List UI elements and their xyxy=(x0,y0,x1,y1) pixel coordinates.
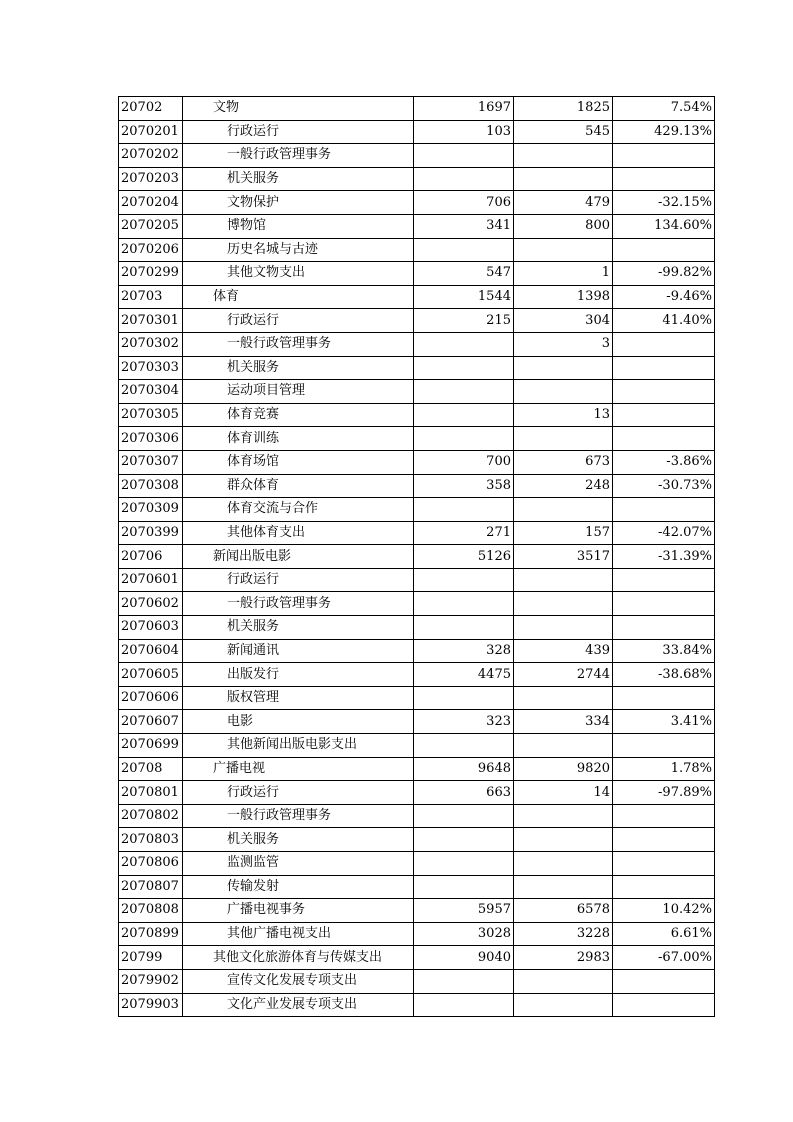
change-percent-cell xyxy=(613,427,715,451)
name-cell: 一般行政管理事务 xyxy=(183,592,414,616)
name-cell: 传输发射 xyxy=(183,875,414,899)
value-cell-current xyxy=(514,686,613,710)
change-percent-cell: -97.89% xyxy=(613,781,715,805)
table-row xyxy=(119,403,715,427)
change-percent-cell: -9.46% xyxy=(613,285,715,309)
table-row xyxy=(119,309,715,333)
value-cell-current xyxy=(514,993,613,1017)
table-row xyxy=(119,757,715,781)
code-cell: 2079903 xyxy=(119,993,183,1017)
code-cell: 2070299 xyxy=(119,262,183,286)
name-cell: 新闻通讯 xyxy=(183,639,414,663)
code-cell: 2070607 xyxy=(119,710,183,734)
code-cell: 2070202 xyxy=(119,144,183,168)
value-cell-previous xyxy=(414,332,514,356)
code-cell: 2079902 xyxy=(119,969,183,993)
table-row xyxy=(119,922,715,946)
value-cell-current xyxy=(514,238,613,262)
code-cell: 2070899 xyxy=(119,922,183,946)
value-cell-current xyxy=(514,568,613,592)
change-percent-cell xyxy=(613,356,715,380)
name-cell: 体育竞赛 xyxy=(183,403,414,427)
table-row xyxy=(119,167,715,191)
change-percent-cell: 41.40% xyxy=(613,309,715,333)
code-cell: 2070802 xyxy=(119,804,183,828)
value-cell-current: 2744 xyxy=(514,663,613,687)
code-cell: 2070203 xyxy=(119,167,183,191)
value-cell-previous xyxy=(414,875,514,899)
change-percent-cell xyxy=(613,828,715,852)
table-row xyxy=(119,686,715,710)
value-cell-current: 3228 xyxy=(514,922,613,946)
table-row xyxy=(119,144,715,168)
value-cell-previous: 1544 xyxy=(414,285,514,309)
change-percent-cell: 429.13% xyxy=(613,120,715,144)
value-cell-previous xyxy=(414,144,514,168)
value-cell-previous xyxy=(414,592,514,616)
code-cell: 2070602 xyxy=(119,592,183,616)
code-cell: 2070603 xyxy=(119,616,183,640)
value-cell-current: 3517 xyxy=(514,545,613,569)
value-cell-current xyxy=(514,356,613,380)
change-percent-cell: 7.54% xyxy=(613,97,715,121)
value-cell-previous: 9040 xyxy=(414,946,514,970)
change-percent-cell: -42.07% xyxy=(613,521,715,545)
value-cell-previous xyxy=(414,616,514,640)
code-cell: 2070807 xyxy=(119,875,183,899)
name-cell: 文物 xyxy=(183,97,414,121)
name-cell: 行政运行 xyxy=(183,309,414,333)
value-cell-previous xyxy=(414,167,514,191)
table-row xyxy=(119,191,715,215)
value-cell-current: 3 xyxy=(514,332,613,356)
change-percent-cell xyxy=(613,380,715,404)
code-cell: 2070308 xyxy=(119,474,183,498)
code-cell: 2070305 xyxy=(119,403,183,427)
value-cell-current: 334 xyxy=(514,710,613,734)
value-cell-previous: 215 xyxy=(414,309,514,333)
code-cell: 20799 xyxy=(119,946,183,970)
value-cell-previous xyxy=(414,852,514,876)
code-cell: 20702 xyxy=(119,97,183,121)
change-percent-cell xyxy=(613,144,715,168)
table-row xyxy=(119,663,715,687)
change-percent-cell: 3.41% xyxy=(613,710,715,734)
code-cell: 2070206 xyxy=(119,238,183,262)
table-row xyxy=(119,899,715,923)
table-body xyxy=(119,97,715,1017)
value-cell-previous xyxy=(414,427,514,451)
value-cell-previous: 358 xyxy=(414,474,514,498)
value-cell-current: 439 xyxy=(514,639,613,663)
code-cell: 20703 xyxy=(119,285,183,309)
value-cell-current: 13 xyxy=(514,403,613,427)
code-cell: 20706 xyxy=(119,545,183,569)
value-cell-current xyxy=(514,969,613,993)
name-cell: 其他体育支出 xyxy=(183,521,414,545)
value-cell-current: 9820 xyxy=(514,757,613,781)
value-cell-previous: 328 xyxy=(414,639,514,663)
value-cell-previous xyxy=(414,380,514,404)
value-cell-previous xyxy=(414,238,514,262)
name-cell: 群众体育 xyxy=(183,474,414,498)
name-cell: 文物保护 xyxy=(183,191,414,215)
code-cell: 2070309 xyxy=(119,498,183,522)
table-row xyxy=(119,332,715,356)
change-percent-cell xyxy=(613,403,715,427)
value-cell-previous xyxy=(414,969,514,993)
name-cell: 体育训练 xyxy=(183,427,414,451)
value-cell-previous: 271 xyxy=(414,521,514,545)
value-cell-previous xyxy=(414,686,514,710)
value-cell-current: 6578 xyxy=(514,899,613,923)
change-percent-cell: 6.61% xyxy=(613,922,715,946)
table-row xyxy=(119,285,715,309)
name-cell: 行政运行 xyxy=(183,568,414,592)
value-cell-previous: 4475 xyxy=(414,663,514,687)
name-cell: 博物馆 xyxy=(183,214,414,238)
code-cell: 2070806 xyxy=(119,852,183,876)
code-cell: 20708 xyxy=(119,757,183,781)
table-row xyxy=(119,568,715,592)
change-percent-cell xyxy=(613,969,715,993)
name-cell: 机关服务 xyxy=(183,167,414,191)
value-cell-previous: 5126 xyxy=(414,545,514,569)
name-cell: 其他广播电视支出 xyxy=(183,922,414,946)
change-percent-cell: -32.15% xyxy=(613,191,715,215)
value-cell-previous xyxy=(414,403,514,427)
table-row xyxy=(119,639,715,663)
value-cell-previous: 1697 xyxy=(414,97,514,121)
change-percent-cell xyxy=(613,332,715,356)
table-row xyxy=(119,852,715,876)
name-cell: 出版发行 xyxy=(183,663,414,687)
value-cell-current xyxy=(514,734,613,758)
value-cell-previous xyxy=(414,356,514,380)
table-row xyxy=(119,710,715,734)
value-cell-previous: 700 xyxy=(414,450,514,474)
change-percent-cell xyxy=(613,686,715,710)
table-row xyxy=(119,616,715,640)
change-percent-cell: -31.39% xyxy=(613,545,715,569)
table-row xyxy=(119,214,715,238)
code-cell: 2070808 xyxy=(119,899,183,923)
change-percent-cell xyxy=(613,616,715,640)
change-percent-cell xyxy=(613,167,715,191)
value-cell-previous: 341 xyxy=(414,214,514,238)
value-cell-previous xyxy=(414,498,514,522)
name-cell: 体育场馆 xyxy=(183,450,414,474)
code-cell: 2070399 xyxy=(119,521,183,545)
value-cell-previous: 547 xyxy=(414,262,514,286)
budget-table xyxy=(118,96,715,1017)
change-percent-cell: 10.42% xyxy=(613,899,715,923)
change-percent-cell xyxy=(613,238,715,262)
table-row xyxy=(119,450,715,474)
name-cell: 宣传文化发展专项支出 xyxy=(183,969,414,993)
value-cell-current: 304 xyxy=(514,309,613,333)
value-cell-previous: 323 xyxy=(414,710,514,734)
value-cell-previous: 663 xyxy=(414,781,514,805)
value-cell-current: 14 xyxy=(514,781,613,805)
value-cell-current xyxy=(514,804,613,828)
code-cell: 2070204 xyxy=(119,191,183,215)
name-cell: 广播电视事务 xyxy=(183,899,414,923)
change-percent-cell xyxy=(613,852,715,876)
change-percent-cell xyxy=(613,568,715,592)
table-row xyxy=(119,828,715,852)
value-cell-current: 248 xyxy=(514,474,613,498)
value-cell-previous xyxy=(414,568,514,592)
name-cell: 电影 xyxy=(183,710,414,734)
value-cell-current xyxy=(514,498,613,522)
value-cell-current: 1398 xyxy=(514,285,613,309)
code-cell: 2070302 xyxy=(119,332,183,356)
change-percent-cell xyxy=(613,875,715,899)
table-row xyxy=(119,427,715,451)
change-percent-cell: 33.84% xyxy=(613,639,715,663)
value-cell-current xyxy=(514,592,613,616)
code-cell: 2070605 xyxy=(119,663,183,687)
table-row xyxy=(119,781,715,805)
table-row xyxy=(119,120,715,144)
name-cell: 新闻出版电影 xyxy=(183,545,414,569)
change-percent-cell: -67.00% xyxy=(613,946,715,970)
code-cell: 2070201 xyxy=(119,120,183,144)
table-row xyxy=(119,804,715,828)
value-cell-current: 545 xyxy=(514,120,613,144)
change-percent-cell xyxy=(613,498,715,522)
value-cell-current xyxy=(514,167,613,191)
change-percent-cell xyxy=(613,804,715,828)
name-cell: 文化产业发展专项支出 xyxy=(183,993,414,1017)
change-percent-cell xyxy=(613,592,715,616)
change-percent-cell: -38.68% xyxy=(613,663,715,687)
table-row xyxy=(119,521,715,545)
change-percent-cell xyxy=(613,993,715,1017)
table-row xyxy=(119,474,715,498)
name-cell: 其他文化旅游体育与传媒支出 xyxy=(183,946,414,970)
table-row xyxy=(119,262,715,286)
name-cell: 行政运行 xyxy=(183,781,414,805)
value-cell-previous: 706 xyxy=(414,191,514,215)
table-row xyxy=(119,946,715,970)
value-cell-previous: 9648 xyxy=(414,757,514,781)
name-cell: 一般行政管理事务 xyxy=(183,332,414,356)
value-cell-previous: 3028 xyxy=(414,922,514,946)
value-cell-current: 157 xyxy=(514,521,613,545)
code-cell: 2070304 xyxy=(119,380,183,404)
code-cell: 2070699 xyxy=(119,734,183,758)
value-cell-current xyxy=(514,875,613,899)
code-cell: 2070205 xyxy=(119,214,183,238)
value-cell-current: 1825 xyxy=(514,97,613,121)
value-cell-current xyxy=(514,616,613,640)
table-row xyxy=(119,993,715,1017)
code-cell: 2070303 xyxy=(119,356,183,380)
name-cell: 版权管理 xyxy=(183,686,414,710)
value-cell-current xyxy=(514,828,613,852)
value-cell-previous xyxy=(414,804,514,828)
name-cell: 一般行政管理事务 xyxy=(183,804,414,828)
value-cell-current xyxy=(514,852,613,876)
table-row xyxy=(119,498,715,522)
change-percent-cell: 1.78% xyxy=(613,757,715,781)
value-cell-current: 2983 xyxy=(514,946,613,970)
code-cell: 2070604 xyxy=(119,639,183,663)
change-percent-cell: -30.73% xyxy=(613,474,715,498)
table-row xyxy=(119,97,715,121)
name-cell: 历史名城与古迹 xyxy=(183,238,414,262)
change-percent-cell: -3.86% xyxy=(613,450,715,474)
code-cell: 2070601 xyxy=(119,568,183,592)
change-percent-cell: 134.60% xyxy=(613,214,715,238)
name-cell: 其他文物支出 xyxy=(183,262,414,286)
value-cell-previous xyxy=(414,828,514,852)
table-row xyxy=(119,969,715,993)
value-cell-current xyxy=(514,380,613,404)
name-cell: 广播电视 xyxy=(183,757,414,781)
name-cell: 运动项目管理 xyxy=(183,380,414,404)
change-percent-cell: -99.82% xyxy=(613,262,715,286)
table-row xyxy=(119,592,715,616)
value-cell-previous: 5957 xyxy=(414,899,514,923)
name-cell: 体育 xyxy=(183,285,414,309)
code-cell: 2070306 xyxy=(119,427,183,451)
table-row xyxy=(119,238,715,262)
value-cell-previous xyxy=(414,734,514,758)
name-cell: 一般行政管理事务 xyxy=(183,144,414,168)
value-cell-current xyxy=(514,144,613,168)
value-cell-current: 673 xyxy=(514,450,613,474)
table-row xyxy=(119,545,715,569)
code-cell: 2070301 xyxy=(119,309,183,333)
name-cell: 监测监管 xyxy=(183,852,414,876)
change-percent-cell xyxy=(613,734,715,758)
name-cell: 其他新闻出版电影支出 xyxy=(183,734,414,758)
name-cell: 机关服务 xyxy=(183,356,414,380)
name-cell: 行政运行 xyxy=(183,120,414,144)
value-cell-current: 479 xyxy=(514,191,613,215)
table-row xyxy=(119,875,715,899)
value-cell-current xyxy=(514,427,613,451)
name-cell: 体育交流与合作 xyxy=(183,498,414,522)
table-row xyxy=(119,734,715,758)
name-cell: 机关服务 xyxy=(183,828,414,852)
code-cell: 2070803 xyxy=(119,828,183,852)
value-cell-previous: 103 xyxy=(414,120,514,144)
value-cell-current: 800 xyxy=(514,214,613,238)
code-cell: 2070801 xyxy=(119,781,183,805)
value-cell-previous xyxy=(414,993,514,1017)
table-row xyxy=(119,380,715,404)
table-row xyxy=(119,356,715,380)
code-cell: 2070307 xyxy=(119,450,183,474)
name-cell: 机关服务 xyxy=(183,616,414,640)
code-cell: 2070606 xyxy=(119,686,183,710)
value-cell-current: 1 xyxy=(514,262,613,286)
